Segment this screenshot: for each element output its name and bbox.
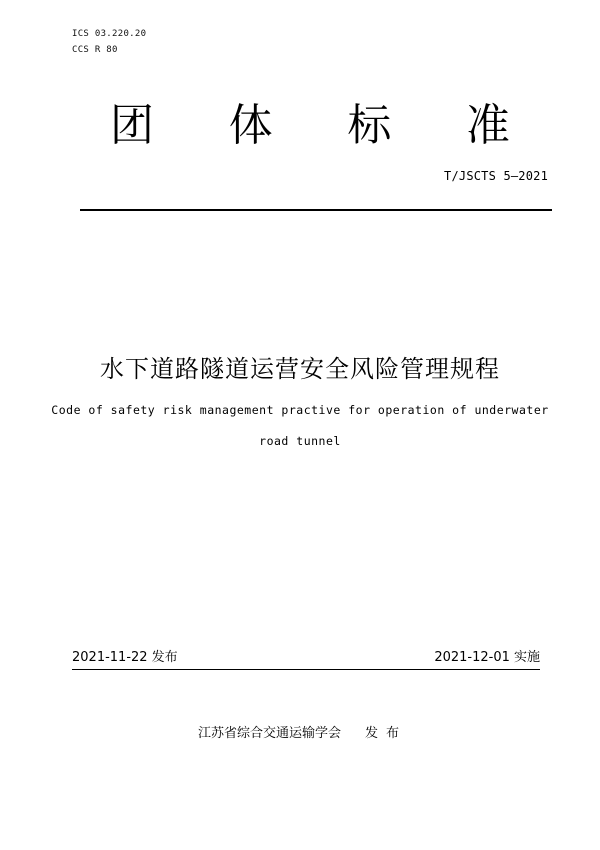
english-title-line1: Code of safety risk management practive for operation of underwater bbox=[51, 403, 549, 417]
publisher-line bbox=[198, 722, 407, 741]
standard-type-char: 标 bbox=[347, 100, 392, 151]
standard-type-title bbox=[110, 98, 510, 154]
chinese-title: 水下道路隧道运营安全风险管理规程 bbox=[100, 355, 500, 383]
standard-type-char: 准 bbox=[465, 100, 510, 151]
issue-date: 2021-11-22 发布 bbox=[72, 650, 178, 665]
standard-type-char: 团 bbox=[110, 100, 154, 151]
implementation-date: 2021-12-01 实施 bbox=[434, 650, 540, 665]
ics-code: ICS 03.220.20 bbox=[72, 29, 147, 39]
standard-number: T/JSCTS 5—2021 bbox=[444, 169, 548, 183]
publish-action: 发布 bbox=[365, 726, 408, 741]
standard-type-char: 体 bbox=[228, 100, 273, 151]
ccs-code: CCS R 80 bbox=[72, 45, 118, 55]
footer-divider bbox=[72, 669, 540, 670]
header-divider bbox=[80, 209, 552, 211]
english-title-line2: road tunnel bbox=[259, 434, 341, 448]
publisher-name: 江苏省综合交通运输学会 bbox=[198, 726, 342, 741]
